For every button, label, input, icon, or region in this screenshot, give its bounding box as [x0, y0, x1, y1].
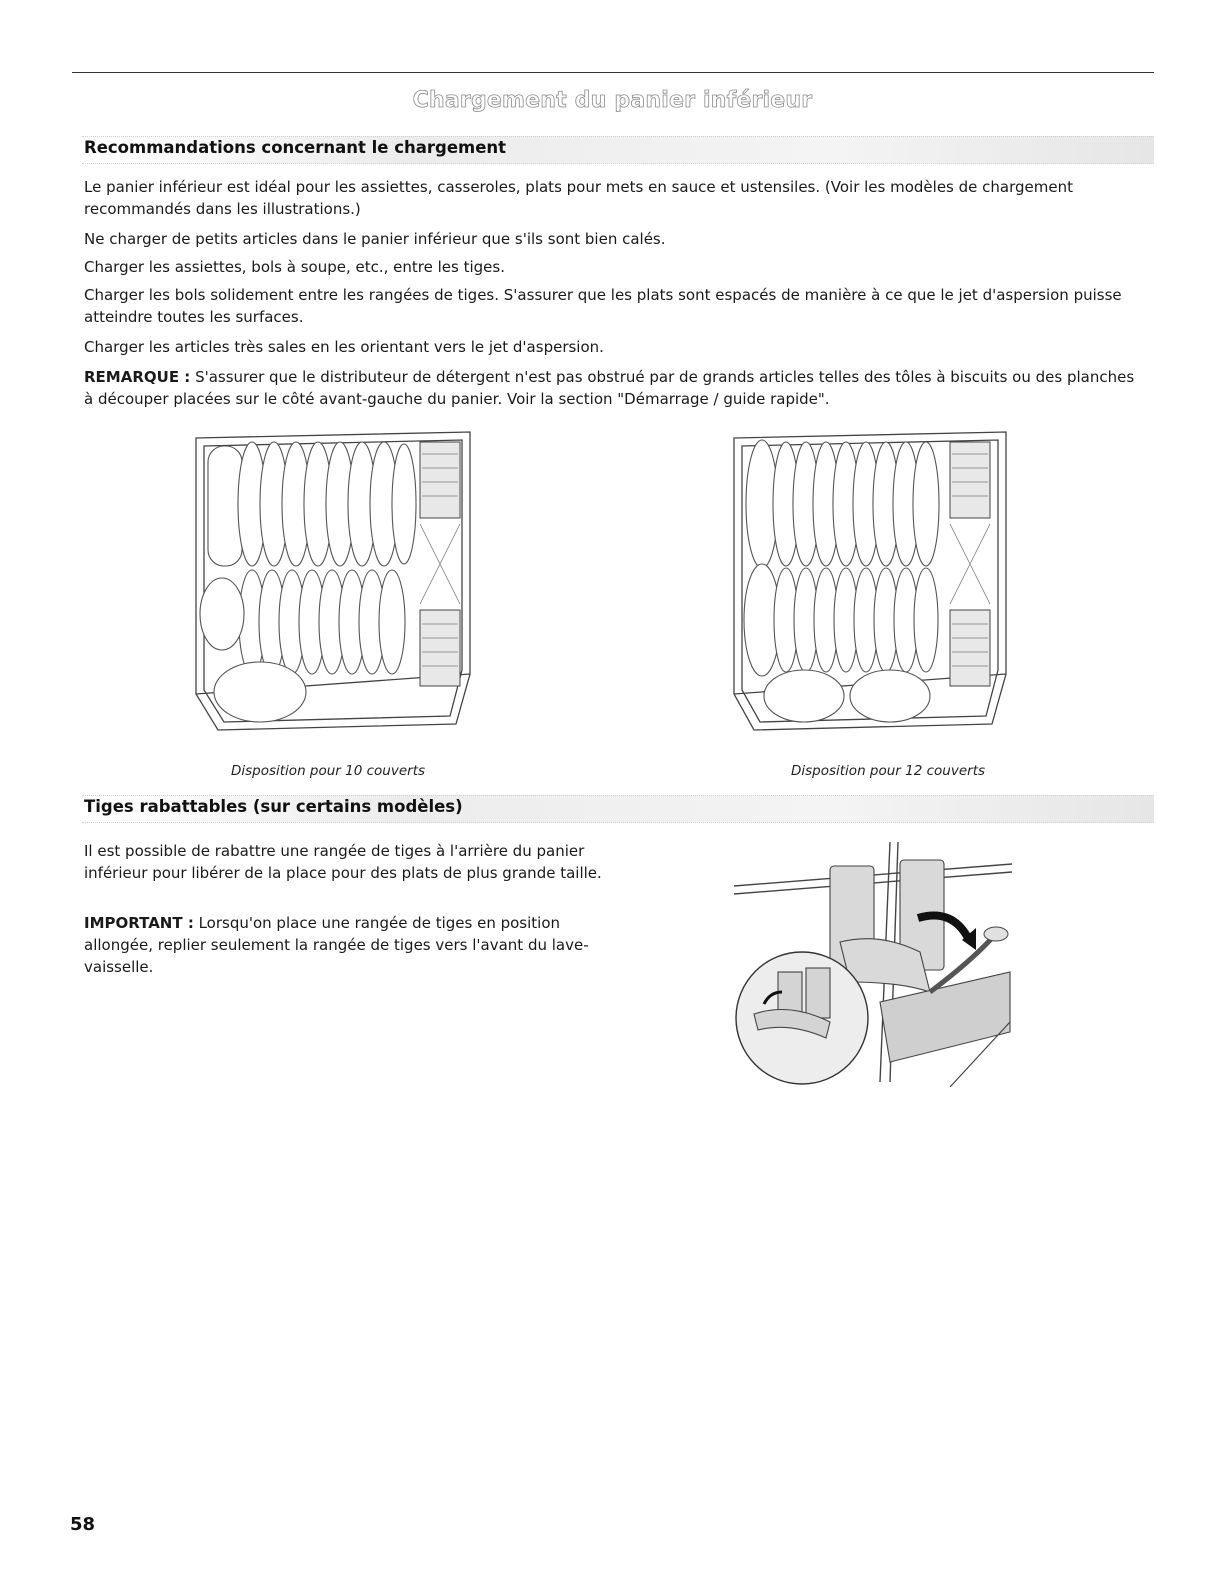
paragraph-bowls: Charger les bols solidement entre les rangées de tiges. S'assurer que les plats sont espacés de manière à ce que le jet d'aspersion puisse atteindre toutes les surfaces. — [84, 286, 1122, 326]
note-label: REMARQUE : — [84, 368, 191, 386]
rack-illustration-10-settings — [188, 424, 478, 736]
note-text: S'assurer que le distributeur de détergent n'est pas obstrué par de grands articles telles des tôles à biscuits ou des planches à découper placées sur le côté avant-gauche du panier. Voir la section "Démarrage / guide rapide". — [84, 368, 1135, 408]
fold-down-tines-illustration — [730, 842, 1020, 1087]
rack-illustration-12-settings — [728, 424, 1012, 736]
caption-12-settings: Disposition pour 12 couverts — [790, 763, 986, 779]
header-rule — [72, 72, 1154, 73]
paragraph-important — [84, 912, 604, 978]
paragraph-lower-rack: Le panier inférieur est idéal pour les assiettes, casseroles, plats pour mets en sauce et ustensiles. (Voir les modèles de chargement recommandés dans les illustrations.) — [84, 178, 1073, 218]
paragraph-small-items: Ne charger de petits articles dans le panier inférieur que s'ils sont bien calés. — [84, 230, 666, 248]
paragraph-plates: Charger les assiettes, bols à soupe, etc., entre les tiges. — [84, 258, 505, 276]
caption-10-settings: Disposition pour 10 couverts — [230, 763, 426, 779]
page-title: Chargement du panier inférieur — [412, 88, 813, 113]
section-heading-fold-down-tines: Tiges rabattables (sur certains modèles) — [84, 797, 463, 816]
important-text: Lorsqu'on place une rangée de tiges en position allongée, replier seulement la rangée de tiges vers l'avant du lave-vaisselle. — [84, 914, 589, 976]
section-heading-loading: Recommandations concernant le chargement — [84, 138, 507, 157]
paragraph-note — [84, 366, 1144, 410]
paragraph-fold-tines: Il est possible de rabattre une rangée de tiges à l'arrière du panier inférieur pour libérer de la place pour des plats de plus grande taille. — [84, 842, 602, 882]
paragraph-soiled-items: Charger les articles très sales en les orientant vers le jet d'aspersion. — [84, 338, 604, 356]
page-number: 58 — [70, 1514, 96, 1535]
important-label: IMPORTANT : — [84, 914, 194, 932]
